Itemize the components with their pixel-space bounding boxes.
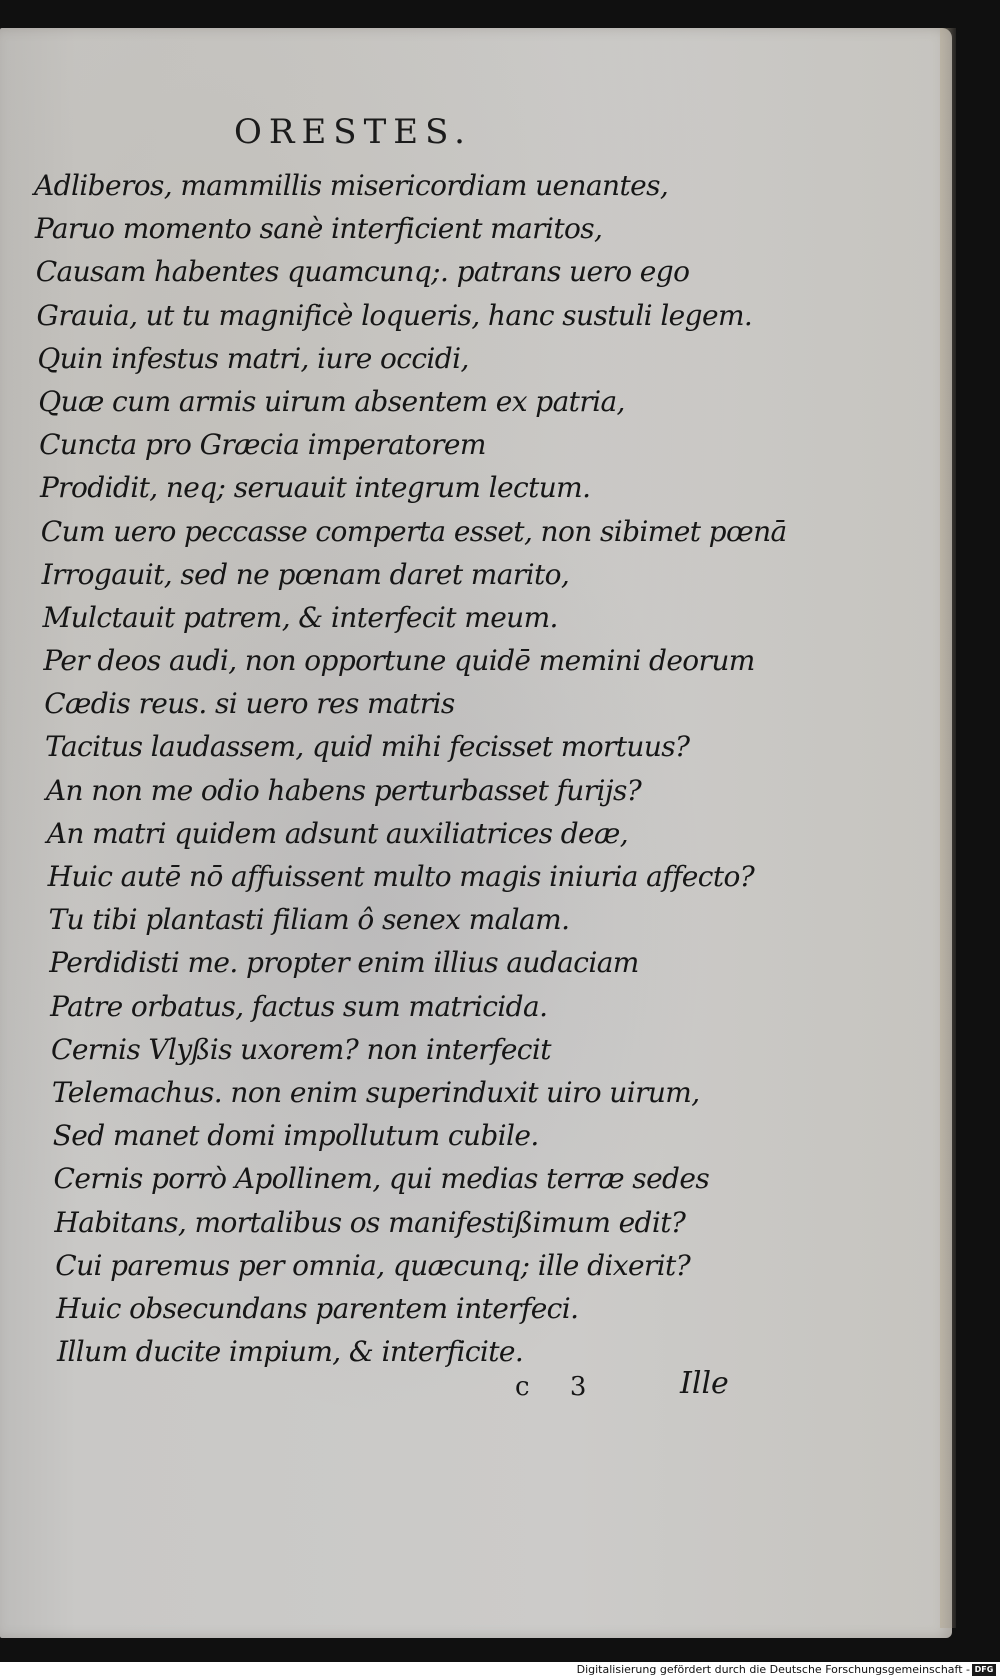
verse-line: An non me odio habens perturbasset furijs? xyxy=(45,773,642,807)
verse-line: Patre orbatus, factus sum matricida. xyxy=(50,989,548,1023)
verse-line: Adliberos, mammillis misericordiam uenantes, xyxy=(34,169,669,202)
verse-line: Illum ducite impium, & interficite. xyxy=(56,1335,524,1369)
verse-line: Cædis reus. si uero res matris xyxy=(44,687,455,721)
verse-line: Grauia, ut tu magnificè loqueris, hanc sustuli legem. xyxy=(36,298,753,332)
verse-line: Sed manet domi impollutum cubile. xyxy=(52,1119,539,1153)
verse-text xyxy=(0,164,787,1373)
verse-line: Cernis Vlyßis uxorem? non interfecit xyxy=(51,1032,551,1066)
verse-line: Paruo momento sanè interficient maritos, xyxy=(34,212,603,246)
credit-text: Digitalisierung gefördert durch die Deutsche Forschungsgemeinschaft - xyxy=(576,1663,970,1676)
verse-line: Cuncta pro Græcia imperatorem xyxy=(39,428,486,462)
verse-line: Cum uero peccasse comperta esset, non sibimet pœnā xyxy=(40,514,787,548)
running-head: ORESTES. xyxy=(234,112,472,152)
verse-line: Mulctauit patrem, & interfecit meum. xyxy=(42,600,558,634)
verse-line: Huic obsecundans parentem interfeci. xyxy=(56,1291,579,1325)
verse-line: Tacitus laudassem, quid mihi fecisset mortuus? xyxy=(45,730,690,764)
verse-line: Huic autē nō affuissent multo magis iniuria affecto? xyxy=(47,860,755,893)
verse-line: Habitans, mortalibus os manifestißimum edit? xyxy=(54,1205,686,1239)
dfg-logo-icon: DFG xyxy=(972,1664,996,1676)
verse-line: Tu tibi plantasti filiam ô senex malam. xyxy=(48,903,570,937)
signature-mark: c 3 xyxy=(515,1372,603,1402)
catchword: Ille xyxy=(680,1366,729,1401)
verse-line: Irrogauit, sed ne pœnam daret marito, xyxy=(41,557,570,591)
page-edge xyxy=(940,28,956,1628)
verse-line: Prodidit, neq; seruauit integrum lectum. xyxy=(39,471,591,505)
verse-line: Causam habentes quamcunq;. patrans uero ego xyxy=(35,255,690,289)
credit-bar xyxy=(0,1662,1000,1678)
verse-line: Quæ cum armis uirum absentem ex patria, xyxy=(38,384,625,418)
verse-line: Perdidisti me. propter enim illius audaciam xyxy=(49,946,639,980)
verse-line: An matri quidem adsunt auxiliatrices deæ, xyxy=(46,816,629,850)
verse-line: Telemachus. non enim superinduxit uiro uirum, xyxy=(51,1075,700,1109)
verse-line: Per deos audi, non opportune quidē memini deorum xyxy=(43,644,755,678)
verse-line: Cernis porrò Apollinem, qui medias terræ sedes xyxy=(53,1162,710,1196)
verse-line: Quin infestus matri, iure occidi, xyxy=(37,341,469,375)
verse-line: Cui paremus per omnia, quæcunq; ille dixerit? xyxy=(55,1248,691,1282)
